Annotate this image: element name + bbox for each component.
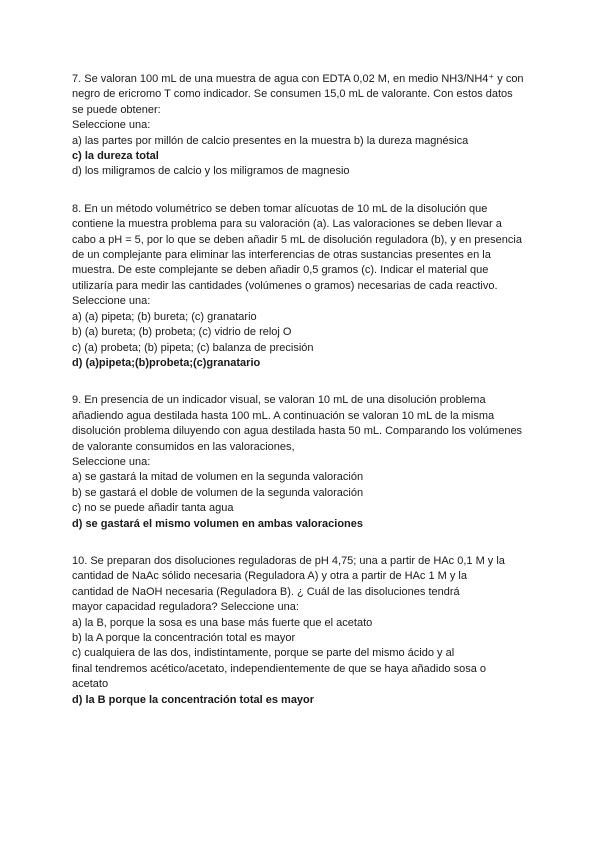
question-9-option-d-answer: d) se gastará el mismo volumen en ambas valoraciones: [72, 517, 364, 530]
question-10-stem-line: cantidad de NaAc sólido necesaria (Reguladora A) y otra a partir de HAc 1 M y la: [72, 570, 467, 583]
question-10-option-c-cont: acetato: [72, 678, 109, 691]
question-9: [72, 393, 532, 532]
question-8-stem-line: contiene la muestra problema para su valoración (a). Las valoraciones se deben llevar a: [72, 218, 502, 231]
question-10: [72, 554, 532, 708]
question-7-option-ab: a) las partes por millón de calcio presentes en la muestra b) la dureza magnésica: [72, 134, 469, 147]
question-8-stem-line: cabo a pH = 5, por lo que se deben añadir 5 mL de disolución reguladora (b), y en presencia: [72, 233, 522, 246]
exam-page: [72, 72, 532, 708]
question-9-stem-line: añadiendo agua destilada hasta 100 mL. A continuación se valoran 10 mL de la misma: [72, 409, 495, 422]
question-8-option-a: a) (a) pipeta; (b) bureta; (c) granatario: [72, 310, 257, 323]
question-9-prompt: Seleccione una:: [72, 455, 151, 468]
question-8-stem-line: 8. En un método volumétrico se deben tomar alícuotas de 10 mL de la disolución que: [72, 202, 488, 215]
question-8-option-b: b) (a) bureta; (b) probeta; (c) vidrio de reloj O: [72, 326, 292, 339]
question-9-option-a: a) se gastará la mitad de volumen en la segunda valoración: [72, 471, 364, 484]
question-10-stem-line: mayor capacidad reguladora? Seleccione una:: [72, 601, 299, 614]
question-8-prompt: Seleccione una:: [72, 295, 151, 308]
question-9-option-c: c) no se puede añadir tanta agua: [72, 502, 234, 515]
question-7-stem-line: 7. Se valoran 100 mL de una muestra de agua con EDTA 0,02 M, en medio NH3/NH4⁺ y con: [72, 73, 524, 85]
question-8-stem-line: muestra. De este complejante se deben añadir 0,5 gramos (c). Indicar el material que: [72, 264, 489, 277]
question-7-stem-line: negro de ericromo T como indicador. Se consumen 15,0 mL de valorante. Con estos datos: [72, 88, 513, 101]
question-8-stem-line: utilizaría para medir las cantidades (volúmenes o gramos) necesarias de cada reactivo.: [72, 279, 498, 292]
question-8-option-c: c) (a) probeta; (b) pipeta; (c) balanza de precisión: [72, 341, 314, 354]
question-10-stem-line: cantidad de NaOH necesaria (Reguladora B). ¿ Cuál de las disoluciones tendrá: [72, 585, 460, 598]
question-7-option-c-answer: c) la dureza total: [72, 150, 159, 163]
question-10-stem-line: 10. Se preparan dos disoluciones reguladoras de pH 4,75; una a partir de HAc 0,1 M y la: [72, 554, 505, 567]
question-7-stem-line: se puede obtener:: [72, 103, 161, 116]
question-7: [72, 72, 532, 180]
question-8: [72, 202, 532, 371]
question-10-option-d-answer: d) la B porque la concentración total es mayor: [72, 693, 315, 706]
question-9-option-b: b) se gastará el doble de volumen de la segunda valoración: [72, 486, 364, 499]
question-7-option-d: d) los miligramos de calcio y los miligramos de magnesio: [72, 165, 350, 178]
question-10-option-c-cont: final tendremos acético/acetato, independientemente de que se haya añadido sosa o: [72, 662, 487, 675]
question-10-option-b: b) la A porque la concentración total es mayor: [72, 632, 296, 644]
question-8-stem-line: de un complejante para eliminar las interferencias de otras sustancias presentes en la: [72, 249, 491, 262]
question-8-option-d-answer: d) (a)pipeta;(b)probeta;(c)granatario: [72, 356, 261, 369]
question-9-stem-line: de valorante consumidos en las valoraciones,: [72, 440, 295, 453]
question-10-option-a: a) la B, porque la sosa es una base más fuerte que el acetato: [72, 616, 373, 629]
question-10-option-c: c) cualquiera de las dos, indistintamente, porque se parte del mismo ácido y al: [72, 647, 455, 660]
question-9-stem-line: 9. En presencia de un indicador visual, se valoran 10 mL de una disolución problema: [72, 394, 486, 407]
question-9-stem-line: disolución problema diluyendo con agua destilada hasta 50 mL. Comparando los volúmenes: [72, 425, 523, 438]
question-7-prompt: Seleccione una:: [72, 119, 151, 132]
